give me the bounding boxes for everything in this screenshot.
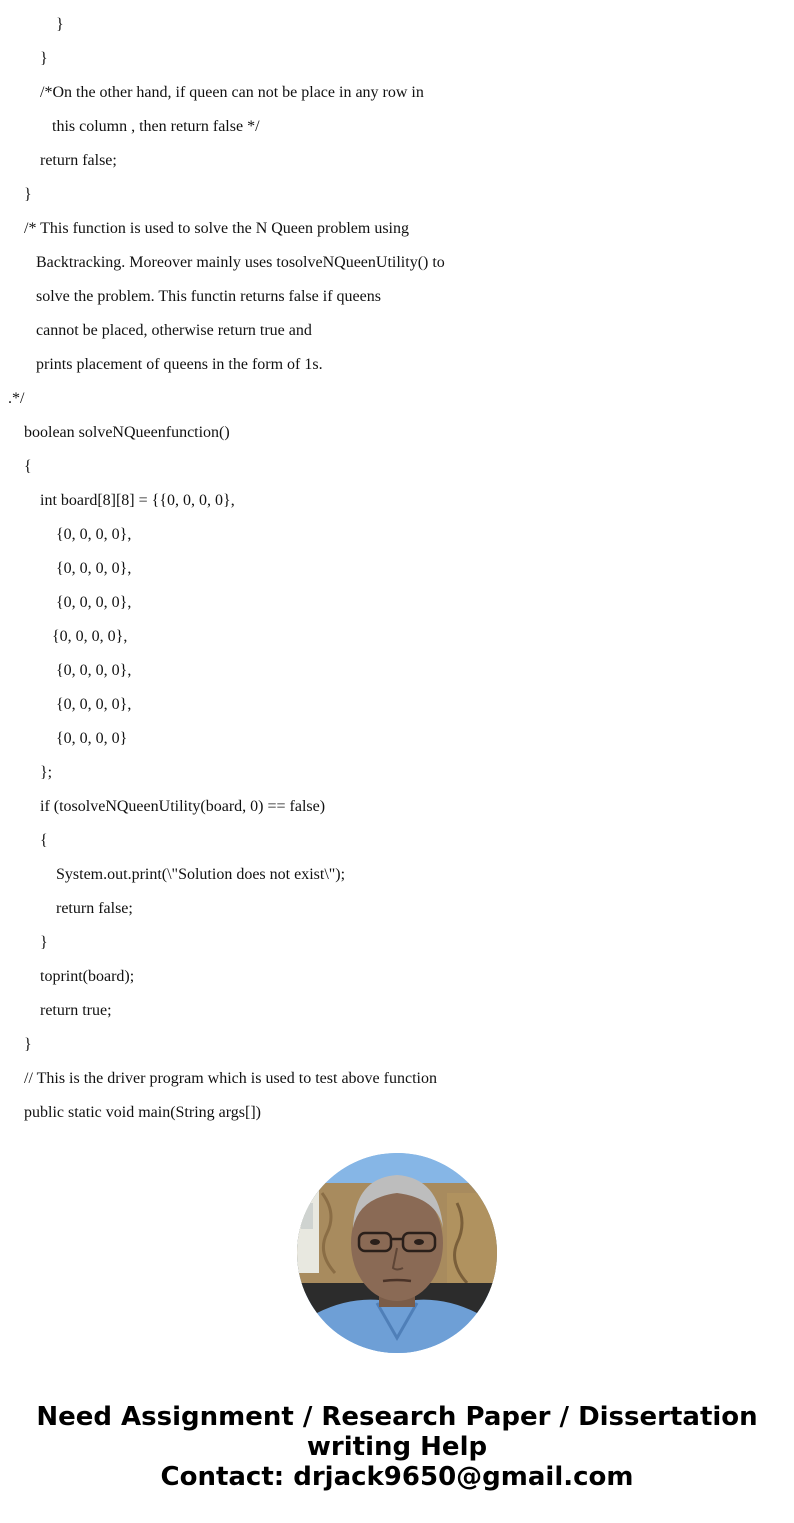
code-line: // This is the driver program which is used to test above function [24, 1070, 437, 1087]
promo-contact: Contact: drjack9650@gmail.com [160, 1462, 634, 1492]
code-line: {0, 0, 0, 0} [56, 730, 128, 747]
code-line: Backtracking. Moreover mainly uses tosolveNQueenUtility() to [36, 254, 445, 271]
code-line: boolean solveNQueenfunction() [24, 424, 230, 441]
author-avatar [297, 1153, 497, 1353]
code-line: } [40, 934, 48, 951]
code-line: if (tosolveNQueenUtility(board, 0) == false) [40, 798, 326, 815]
code-line: { [40, 832, 48, 849]
code-line: toprint(board); [40, 968, 135, 985]
promo-banner [0, 1402, 794, 1492]
code-line: } [24, 186, 32, 203]
code-line: {0, 0, 0, 0}, [56, 594, 132, 611]
code-line: {0, 0, 0, 0}, [56, 560, 132, 577]
code-line: } [40, 50, 48, 67]
code-line: solve the problem. This functin returns false if queens [36, 288, 381, 305]
code-line: .*/ [8, 390, 25, 407]
code-line: } [56, 16, 64, 33]
code-line: {0, 0, 0, 0}, [56, 662, 132, 679]
code-line: { [24, 458, 32, 475]
code-line: {0, 0, 0, 0}, [52, 628, 128, 645]
code-line: int board[8][8] = {{0, 0, 0, 0}, [40, 492, 235, 509]
code-line: this column , then return false */ [52, 118, 260, 135]
code-line: /*On the other hand, if queen can not be place in any row in [40, 84, 424, 101]
code-line: /* This function is used to solve the N Queen problem using [24, 220, 409, 237]
code-line: cannot be placed, otherwise return true and [36, 322, 312, 339]
code-line: {0, 0, 0, 0}, [56, 696, 132, 713]
code-line: prints placement of queens in the form of 1s. [36, 356, 323, 373]
code-line: } [24, 1036, 32, 1053]
code-line: {0, 0, 0, 0}, [56, 526, 132, 543]
code-line: return false; [40, 152, 117, 169]
promo-line-2: writing Help [306, 1432, 488, 1462]
code-line: return false; [56, 900, 133, 917]
code-line: public static void main(String args[]) [24, 1104, 261, 1121]
code-line: }; [40, 764, 53, 781]
code-line: return true; [40, 1002, 112, 1019]
promo-line-1: Need Assignment / Research Paper / Dissertation [36, 1402, 758, 1432]
code-line: System.out.print(\"Solution does not exist\"); [56, 866, 346, 883]
author-photo-icon [297, 1153, 497, 1353]
